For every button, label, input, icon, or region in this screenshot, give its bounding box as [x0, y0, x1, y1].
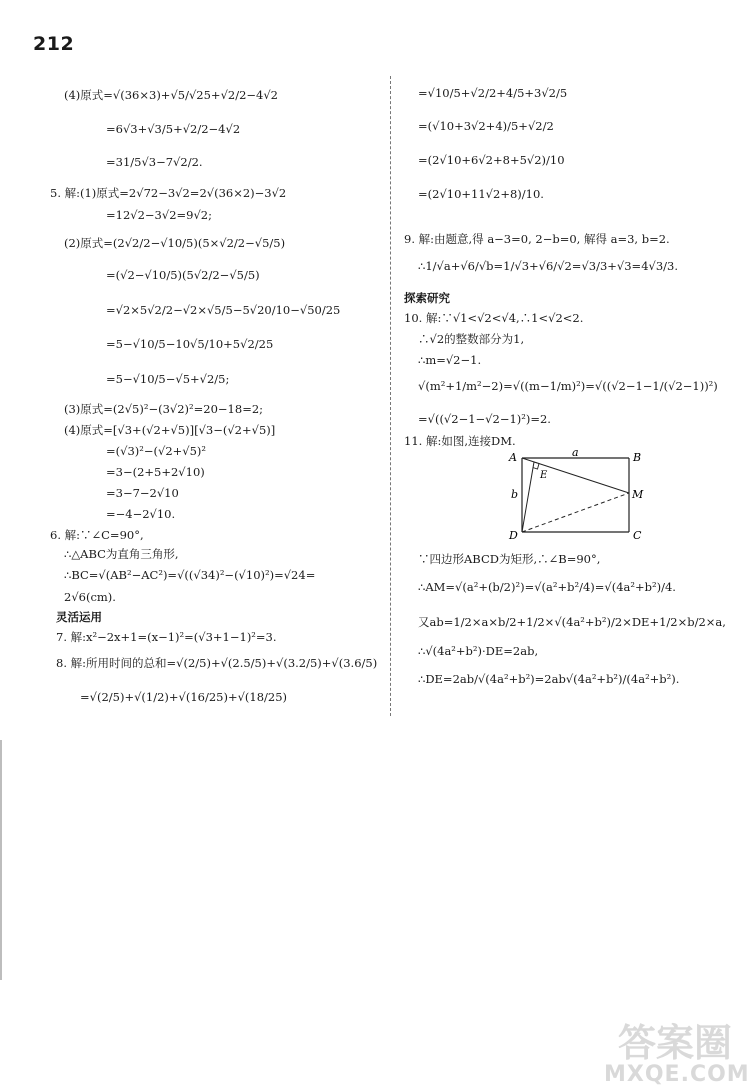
segment-dm	[522, 493, 629, 532]
solution-line: ∴m=√2−1.	[418, 353, 482, 367]
solution-line: √(m²+1/m²−2)=√((m−1/m)²)=√((√2−1−1/(√2−1))²)	[418, 379, 718, 393]
solution-line: 又ab=1/2×a×b/2+1/2×√(4a²+b²)/2×DE+1/2×b/2×a,	[418, 615, 726, 629]
watermark	[600, 1010, 750, 1090]
solution-line: =−4−2√10.	[106, 507, 176, 521]
solution-line: =(√10+3√2+4)/5+√2/2	[418, 119, 554, 133]
solution-line: (3)原式=(2√5)²−(3√2)²=20−18=2;	[64, 402, 264, 416]
segment-de	[522, 462, 534, 532]
section-heading-explore: 探索研究	[404, 291, 450, 305]
solution-line: 9. 解:由题意,得 a−3=0, 2−b=0, 解得 a=3, b=2.	[404, 232, 670, 246]
rectangle-diagram	[505, 448, 655, 540]
watermark-logo-text: 答案圈	[618, 1021, 733, 1065]
watermark-url-text: MXQE.COM	[604, 1062, 750, 1087]
solution-line: (2)原式=(2√2/2−√10/5)(5×√2/2−√5/5)	[64, 236, 286, 250]
solution-line: =√2×5√2/2−√2×√5/5−5√20/10−√50/25	[106, 303, 341, 317]
label-a-vertex: A	[509, 451, 517, 464]
solution-line: 11. 解:如图,连接DM.	[404, 434, 516, 448]
solution-line: ∴√(4a²+b²)·DE=2ab,	[418, 644, 539, 658]
solution-line: =31/5√3−7√2/2.	[106, 155, 203, 169]
solution-line: 10. 解:∵√1<√2<√4,∴1<√2<2.	[404, 311, 584, 325]
solution-line: =5−√10/5−√5+√2/5;	[106, 372, 230, 386]
solution-line: =√10/5+√2/2+4/5+3√2/5	[418, 86, 568, 100]
solution-line: =√((√2−1−√2−1)²)=2.	[418, 412, 551, 426]
label-d-vertex: D	[509, 529, 518, 540]
solution-line: 8. 解:所用时间的总和=√(2/5)+√(2.5/5)+√(3.2/5)+√(3.6/5)	[56, 656, 378, 670]
label-e-point: E	[540, 470, 548, 481]
solution-line: 2√6(cm).	[64, 590, 116, 604]
solution-line: =(2√10+6√2+8+5√2)/10	[418, 153, 565, 167]
solution-line: ∴1/√a+√6/√b=1/√3+√6/√2=√3/3+√3=4√3/3.	[418, 259, 679, 273]
solution-line: ∴DE=2ab/√(4a²+b²)=2ab√(4a²+b²)/(4a²+b²).	[418, 672, 680, 686]
solution-line: ∴AM=√(a²+(b/2)²)=√(a²+b²/4)=√(4a²+b²)/4.	[418, 580, 676, 594]
solution-line: =(√3)²−(√2+√5)²	[106, 444, 207, 458]
solution-line: 7. 解:x²−2x+1=(x−1)²=(√3+1−1)²=3.	[56, 630, 277, 644]
solution-line: =5−√10/5−10√5/10+5√2/25	[106, 337, 274, 351]
page-number: 212	[33, 33, 75, 55]
solution-line: (4)原式=√(36×3)+√5/√25+√2/2−4√2	[64, 88, 278, 102]
solution-line: =(2√10+11√2+8)/10.	[418, 187, 544, 201]
solution-line: =6√3+√3/5+√2/2−4√2	[106, 122, 241, 136]
solution-line: =3−7−2√10	[106, 486, 179, 500]
solution-line: =12√2−3√2=9√2;	[106, 208, 212, 222]
column-divider	[390, 76, 391, 716]
label-side-a: a	[572, 448, 579, 459]
solution-line: 6. 解:∵∠C=90°,	[50, 528, 144, 542]
solution-line: ∴△ABC为直角三角形,	[64, 547, 179, 561]
solution-line: =√(2/5)+√(1/2)+√(16/25)+√(18/25)	[80, 690, 288, 704]
page-edge-shadow	[0, 740, 2, 980]
solution-line: ∴√2的整数部分为1,	[418, 332, 525, 346]
label-side-b: b	[511, 488, 519, 501]
solution-line: ∴BC=√(AB²−AC²)=√((√34)²−(√10)²)=√24=	[64, 568, 316, 582]
label-b-vertex: B	[633, 451, 642, 464]
label-m-point: M	[632, 488, 644, 501]
solution-line: ∵四边形ABCD为矩形,∴∠B=90°,	[418, 552, 601, 566]
solution-line: =(√2−√10/5)(5√2/2−√5/5)	[106, 268, 260, 282]
solution-line: =3−(2+5+2√10)	[106, 465, 205, 479]
section-heading-flexible: 灵活运用	[56, 610, 102, 624]
solution-line: 5. 解:(1)原式=2√72−3√2=2√(36×2)−3√2	[50, 186, 287, 200]
solution-line: (4)原式=[√3+(√2+√5)][√3−(√2+√5)]	[64, 423, 276, 437]
label-c-vertex: C	[633, 529, 642, 540]
